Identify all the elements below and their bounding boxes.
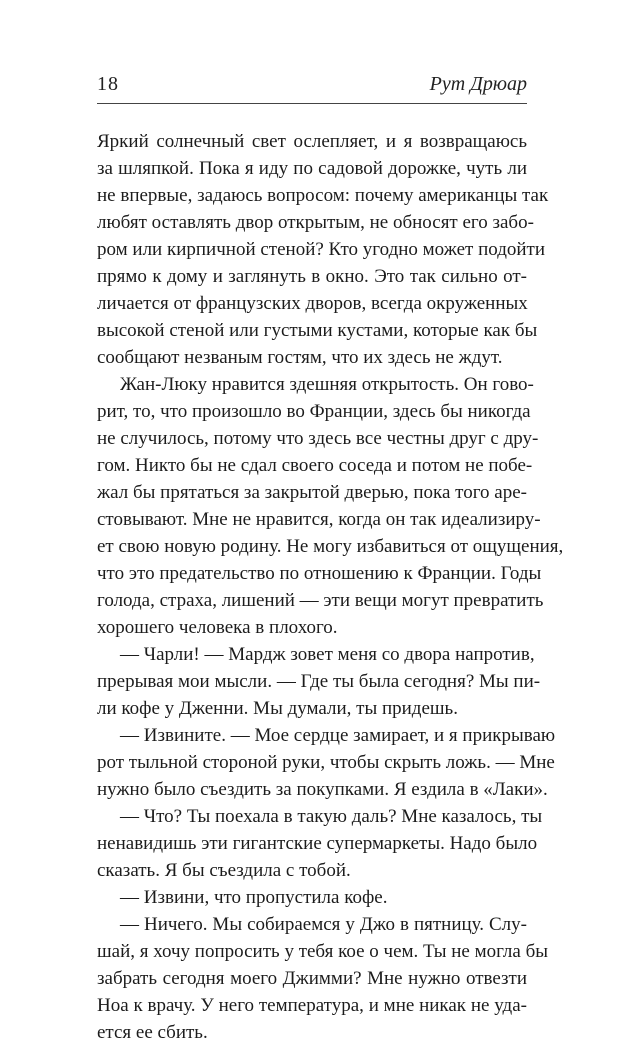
text-line: гом. Никто бы не сдал своего соседа и потом не побе- [97,455,533,476]
text-line: — Чарли! — Мардж зовет меня со двора напротив, [120,644,535,665]
text-line: Жан-Люку нравится здешняя открытость. Он гово- [120,374,534,395]
text-line: шай, я хочу попросить у тебя кое о чем. Ты не могла бы [97,941,549,962]
text-line: ет свою новую родину. Не могу избавиться от ощущения, [97,536,564,557]
text-line: сказать. Я бы съездила с тобой. [97,860,351,881]
page-number: 18 [97,73,119,95]
text-line: Ноа к врачу. У него температура, и мне никак не уда- [97,995,527,1016]
running-head-author: Рут Дрюар [429,73,527,95]
text-line: не случилось, потому что здесь все честны друг с дру- [97,428,539,449]
text-line: сообщают незваным гостям, что их здесь не ждут. [97,347,503,368]
text-line: Яркий солнечный свет ослепляет, и я возвращаюсь [97,131,527,152]
text-line: — Что? Ты поехала в такую даль? Мне казалось, ты [120,806,543,827]
text-line: забрать сегодня моего Джимми? Мне нужно отвезти [97,968,527,989]
text-line: голода, страха, лишений — эти вещи могут превратить [97,590,544,611]
text-line: личается от французских дворов, всегда окруженных [97,293,528,314]
text-line: — Ничего. Мы собираемся у Джо в пятницу. Слу- [120,914,527,935]
text-line: что это предательство по отношению к Франции. Годы [97,563,542,584]
text-line: рот тыльной стороной руки, чтобы скрыть ложь. — Мне [97,752,555,773]
text-line: нужно было съездить за покупками. Я ездила в «Лаки». [97,779,548,800]
text-line: за шляпкой. Пока я иду по садовой дорожке, чуть ли [97,158,527,179]
text-line: — Извините. — Мое сердце замирает, и я прикрываю [120,725,556,746]
text-line: не впервые, задаюсь вопросом: почему американцы так [97,185,549,206]
text-line: — Извини, что пропустила кофе. [120,887,388,908]
text-line: рит, то, что произошло во Франции, здесь бы никогда [97,401,531,422]
body-text [97,128,564,1046]
text-line: прерывая мои мысли. — Где ты была сегодня? Мы пи- [97,671,541,692]
text-line: ется ее сбить. [97,1022,208,1043]
text-line: ли кофе у Дженни. Мы думали, ты придешь. [97,698,458,719]
text-line: любят оставлять двор открытым, не обносят его забо- [97,212,534,233]
text-line: жал бы прятаться за закрытой дверью, пока того аре- [97,482,527,503]
text-line: стовывают. Мне не нравится, когда он так идеализиру- [97,509,541,530]
text-line: ром или кирпичной стеной? Кто угодно может подойти [97,239,545,260]
running-head [97,73,527,101]
text-line: высокой стеной или густыми кустами, которые как бы [97,320,538,341]
text-line: хорошего человека в плохого. [97,617,338,638]
header-rule [97,103,527,104]
text-line: прямо к дому и заглянуть в окно. Это так сильно от- [97,266,527,287]
text-line: ненавидишь эти гигантские супермаркеты. Надо было [97,833,538,854]
